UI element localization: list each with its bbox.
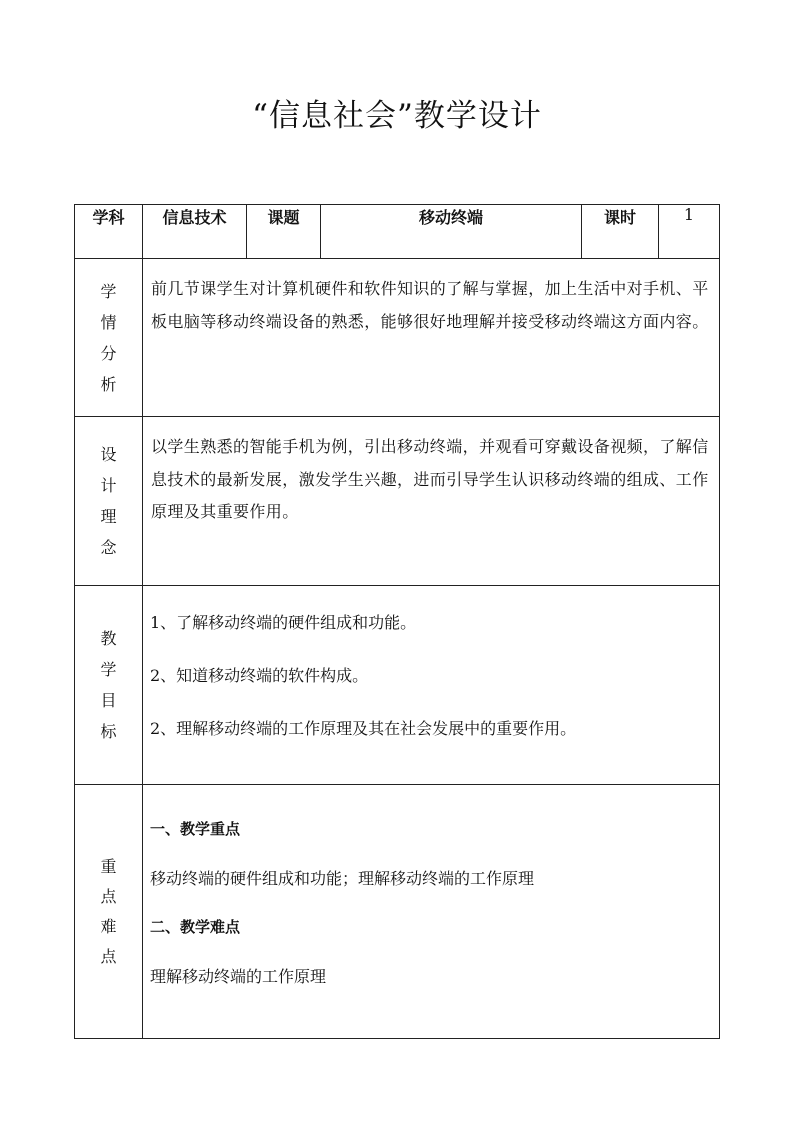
subject-label: 学科 — [75, 205, 143, 259]
label-char: 目 — [100, 691, 117, 710]
header-row — [75, 205, 720, 259]
analysis-text: 前几节课学生对计算机硬件和软件知识的了解与掌握，加上生活中对手机、平板电脑等移动终端设备的熟悉，能够很好地理解并接受移动终端这方面内容。 — [143, 259, 720, 417]
label-char: 标 — [100, 722, 117, 741]
focus-heading: 一、教学重点 — [150, 820, 241, 838]
label-char: 学 — [100, 660, 117, 679]
subject-value: 信息技术 — [143, 205, 247, 259]
hours-label: 课时 — [582, 205, 659, 259]
keypoints-label — [75, 785, 143, 1039]
difficulty-heading: 二、教学难点 — [150, 918, 241, 936]
keypoints-content — [143, 785, 720, 1039]
label-char: 念 — [100, 538, 117, 557]
design-text: 以学生熟悉的智能手机为例，引出移动终端，并观看可穿戴设备视频，了解信息技术的最新发展，激发学生兴趣，进而引导学生认识移动终端的组成、工作原理及其重要作用。 — [143, 417, 720, 586]
topic-label: 课题 — [247, 205, 321, 259]
analysis-label — [75, 259, 143, 417]
analysis-row — [75, 259, 720, 417]
label-char: 情 — [100, 312, 117, 332]
goal-item: 2、理解移动终端的工作原理及其在社会发展中的重要作用。 — [150, 719, 577, 738]
label-char: 教 — [100, 629, 117, 648]
design-label — [75, 417, 143, 586]
label-line: 重点 — [100, 856, 131, 906]
difficulty-text: 理解移动终端的工作原理 — [150, 967, 327, 986]
goal-item: 1、了解移动终端的硬件组成和功能。 — [150, 613, 417, 632]
topic-value: 移动终端 — [321, 205, 582, 259]
focus-text: 移动终端的硬件组成和功能；理解移动终端的工作原理 — [150, 869, 535, 888]
lesson-plan-table — [74, 204, 720, 1039]
keypoints-row — [75, 785, 720, 1039]
design-row — [75, 417, 720, 586]
label-line: 难点 — [100, 916, 131, 966]
hours-value: 1 — [659, 205, 720, 259]
label-char: 计 — [100, 476, 117, 495]
goal-item: 2、知道移动终端的软件构成。 — [150, 666, 369, 685]
label-char: 设 — [100, 445, 117, 464]
goals-label — [75, 586, 143, 785]
label-char: 分 — [100, 343, 117, 363]
label-char: 学 — [100, 281, 117, 301]
goals-content — [143, 586, 720, 785]
document-title: “信息社会”教学设计 — [252, 98, 542, 134]
label-char: 理 — [100, 507, 117, 526]
goals-row — [75, 586, 720, 785]
label-char: 析 — [100, 374, 117, 394]
